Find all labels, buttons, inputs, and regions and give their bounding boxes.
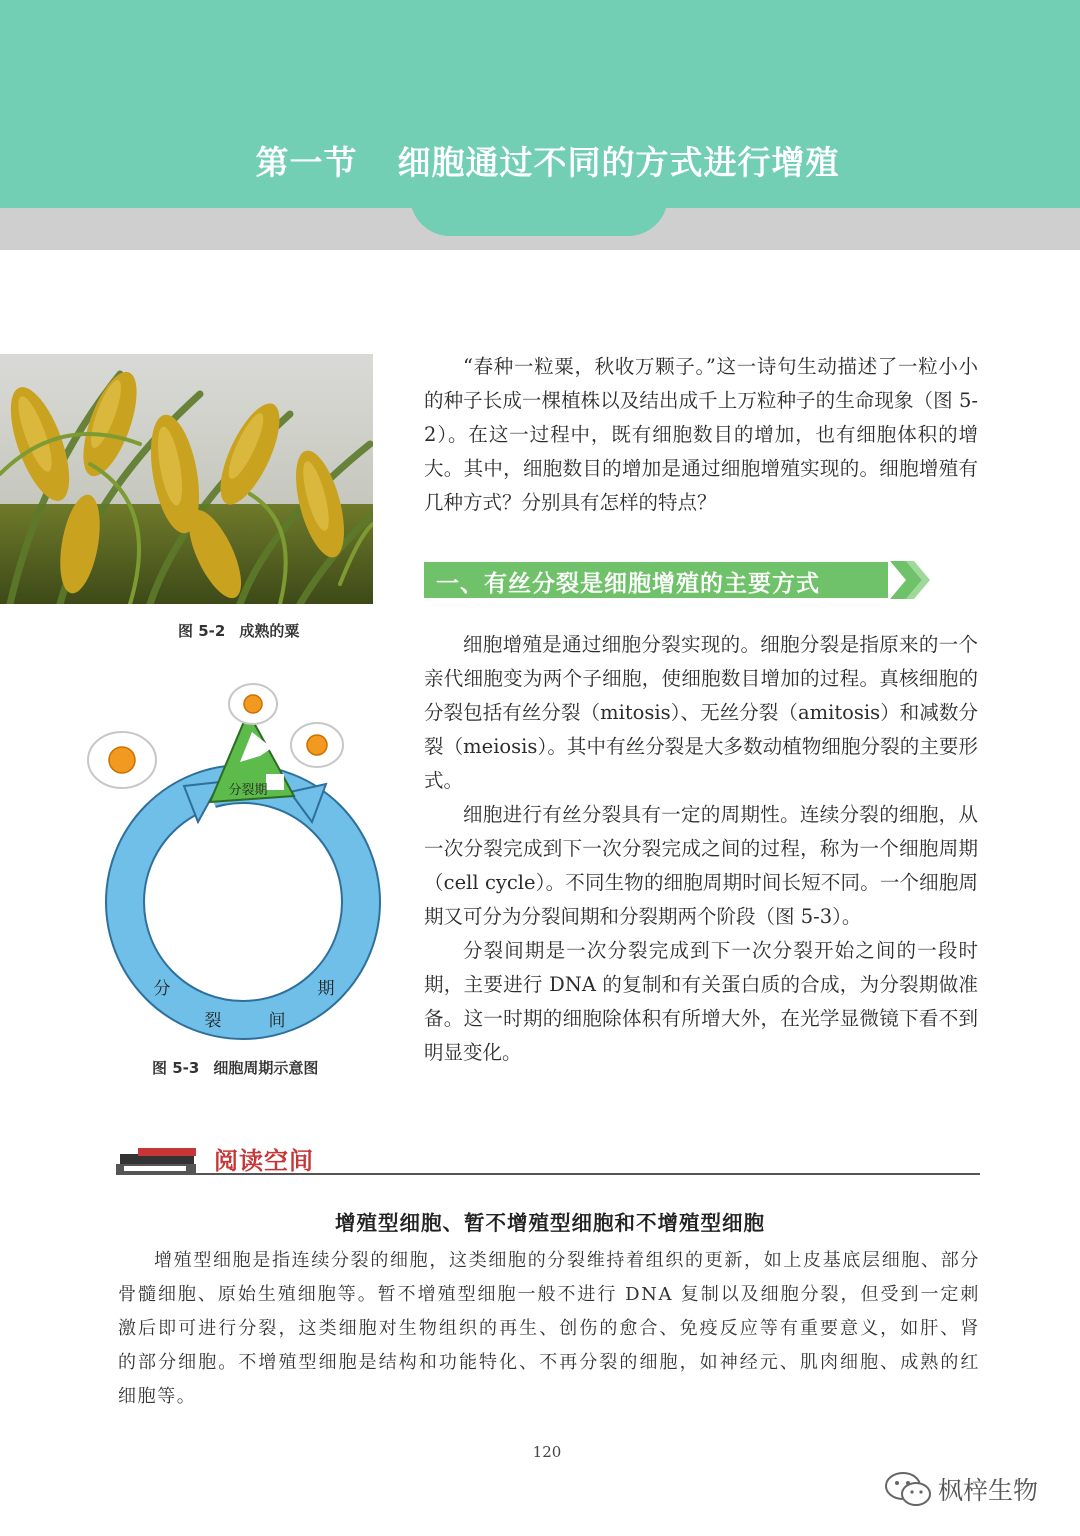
paragraph: “春种一粒粟，秋收万颗子。”这一诗句生动描述了一粒小小的种子长成一棵植株以及结出成千上万粒种子的生命现象（图 5-2）。在这一过程中，既有细胞数目的增加，也有细胞体积的增大。其中，细胞数目的增加是通过细胞增殖实现的。细胞增殖有几种方式？分别具有怎样的特点？ bbox=[424, 355, 978, 514]
watermark-text: 枫梓生物 bbox=[938, 1476, 1039, 1505]
interphase-char-2: 裂 bbox=[204, 1011, 222, 1031]
figure-caption-text: 细胞周期示意图 bbox=[213, 1059, 319, 1077]
figure-caption-text: 成熟的粟 bbox=[239, 622, 300, 640]
daughter-cell-right bbox=[291, 723, 343, 767]
paragraph: 细胞增殖是通过细胞分裂实现的。细胞分裂是指原来的一个亲代细胞变为两个子细胞，使细胞数目增加的过程。真核细胞的分裂包括有丝分裂（mitosis）、无丝分裂（amitosis）和减数分裂（meiosis）。其中有丝分裂是大多数动植物细胞分裂的主要形式。 bbox=[424, 633, 978, 792]
intro-paragraph bbox=[424, 350, 978, 520]
interphase-char-1: 分 bbox=[153, 979, 171, 999]
wechat-icon bbox=[884, 1470, 934, 1508]
section-number: 第一节 bbox=[255, 143, 358, 182]
reading-space-label: 阅读空间 bbox=[214, 1147, 314, 1175]
section-heading: 一、有丝分裂是细胞增殖的主要方式 bbox=[436, 571, 820, 597]
page-title bbox=[0, 137, 1080, 184]
interphase-char-4: 期 bbox=[317, 979, 335, 999]
chevron-double-right-icon bbox=[888, 559, 934, 601]
figure-5-3-caption bbox=[152, 1057, 318, 1078]
reading-title: 增殖型细胞、暂不增殖型细胞和不增殖型细胞 bbox=[335, 1211, 765, 1235]
figure-5-2-caption bbox=[178, 620, 299, 641]
page-number: 120 bbox=[532, 1443, 562, 1461]
reading-body: 增殖型细胞是指连续分裂的细胞，这类细胞的分裂维持着组织的更新，如上皮基底层细胞、部分骨髓细胞、原始生殖细胞等。暂不增殖型细胞一般不进行 DNA 复制以及细胞分裂，但受到一定刺激后即可进行分裂，这类细胞对生物组织的再生、创伤的愈合、免疫反应等有重要意义，如肝、肾的部分细胞。不增殖型细胞是结构和功能特化、不再分裂的细胞，如神经元、肌肉细胞、成熟的红细胞等。 bbox=[118, 1250, 980, 1407]
figure-number: 图 5-3 bbox=[152, 1059, 200, 1077]
paragraph: 分裂间期是一次分裂完成到下一次分裂开始之间的一段时期，主要进行 DNA 的复制和有关蛋白质的合成，为分裂期做准备。这一时期的细胞除体积有所增大外，在光学显微镜下看不到明显变化。 bbox=[424, 939, 978, 1064]
mother-cell-top bbox=[229, 684, 277, 724]
section-title: 细胞通过不同的方式进行增殖 bbox=[397, 143, 840, 182]
division-phase-label: 分裂期 bbox=[228, 783, 268, 798]
interphase-char-3: 间 bbox=[268, 1011, 286, 1031]
daughter-cell-left bbox=[88, 732, 156, 788]
figure-number: 图 5-2 bbox=[178, 622, 226, 640]
paragraph: 细胞进行有丝分裂具有一定的周期性。连续分裂的细胞，从一次分裂完成到下一次分裂完成之间的过程，称为一个细胞周期（cell cycle）。不同生物的细胞周期时间长短不同。一个细胞周期又可分为分裂间期和分裂期两个阶段（图 5-3）。 bbox=[424, 803, 978, 928]
main-body bbox=[424, 628, 978, 1070]
millet-photo bbox=[0, 354, 373, 604]
cell-cycle-diagram bbox=[80, 682, 400, 1047]
